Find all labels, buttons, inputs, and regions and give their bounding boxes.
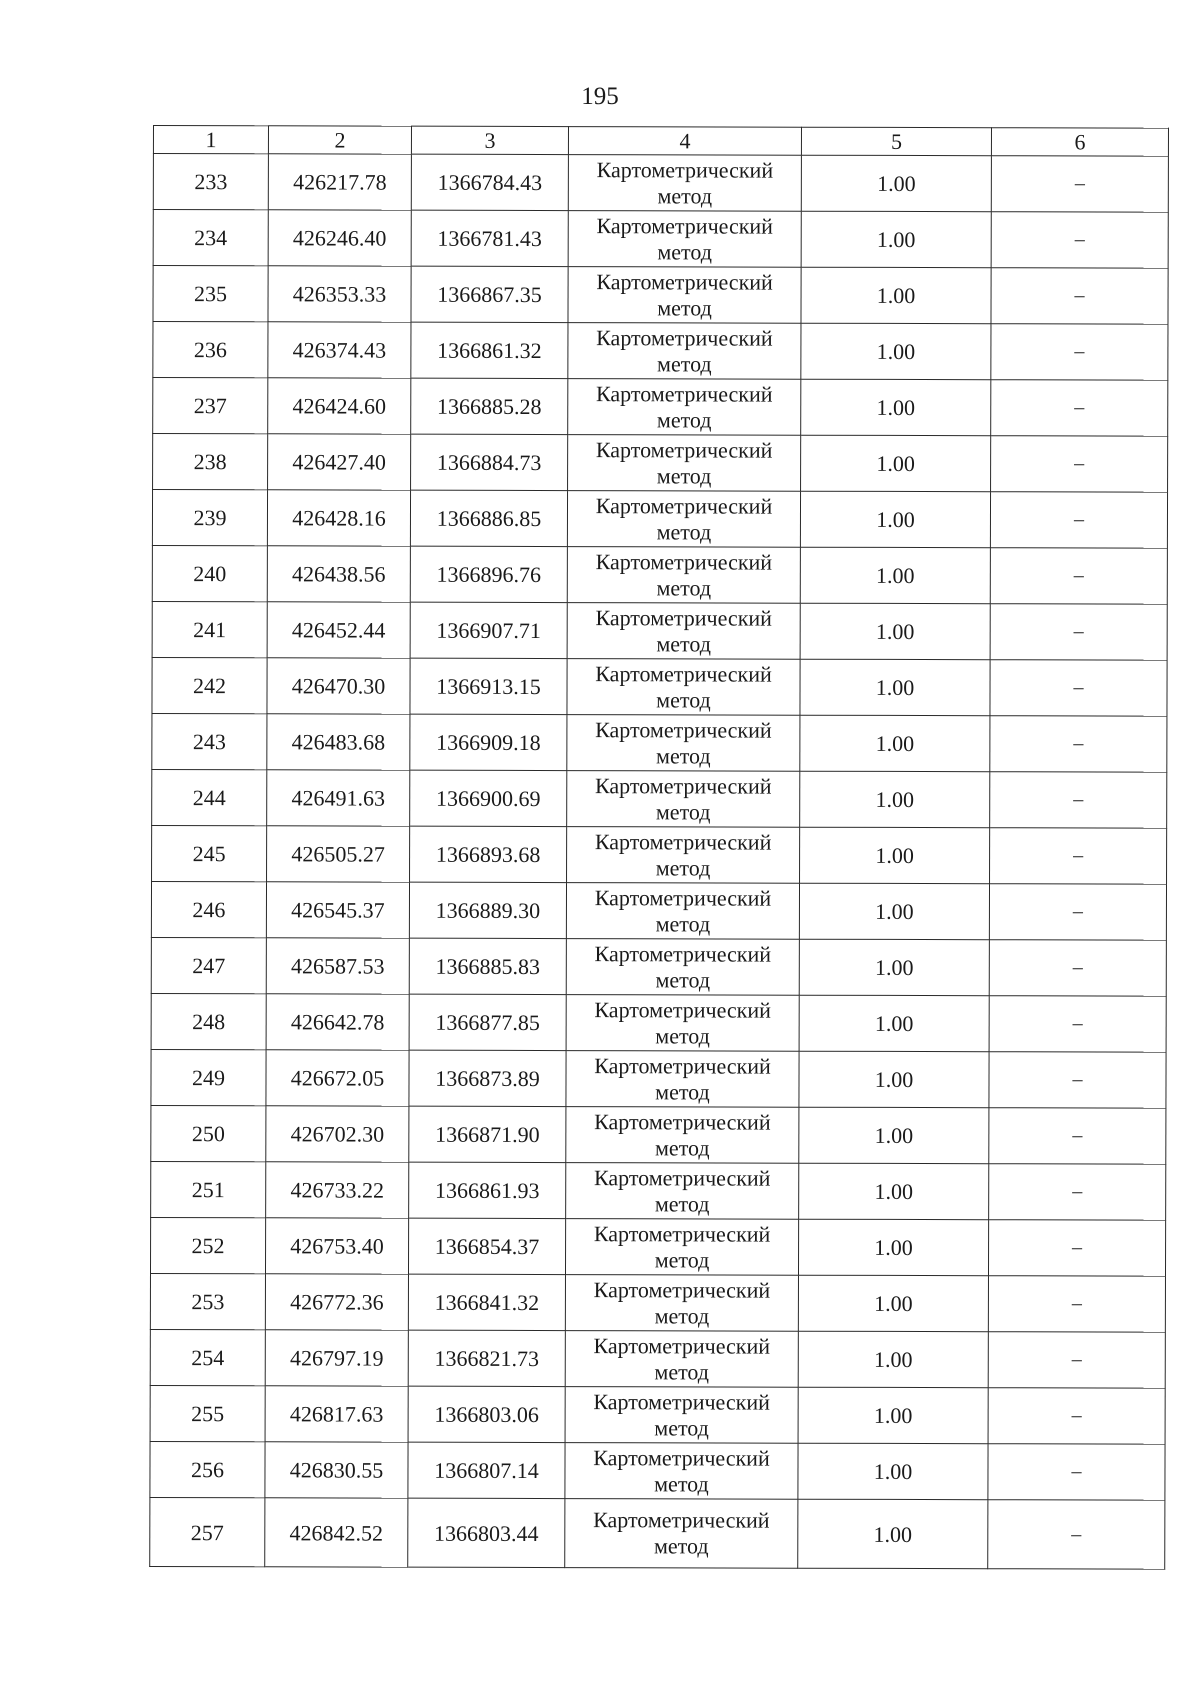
x-coordinate-cell: 426797.19 (265, 1330, 408, 1386)
note-cell: – (988, 1220, 1165, 1276)
note-cell: – (990, 660, 1167, 716)
x-coordinate-cell: 426733.22 (266, 1162, 409, 1218)
accuracy-cell: 1.00 (801, 155, 991, 211)
point-number-cell: 240 (152, 545, 267, 601)
method-cell (566, 1107, 799, 1164)
note-cell: – (989, 940, 1166, 996)
point-number-cell: 233 (153, 154, 268, 210)
method-text: Картометрический метод (593, 1444, 770, 1496)
table-row (153, 378, 1168, 437)
point-number-cell: 255 (150, 1385, 265, 1441)
point-number-cell: 249 (151, 1049, 266, 1105)
header-col-1: 1 (153, 126, 268, 154)
method-text: Картометрический метод (593, 1388, 770, 1440)
y-coordinate-cell: 1366784.43 (411, 154, 568, 210)
table-row (150, 1385, 1165, 1444)
accuracy-cell: 1.00 (800, 491, 990, 547)
x-coordinate-cell: 426587.53 (266, 938, 409, 994)
header-col-4: 4 (568, 127, 801, 156)
y-coordinate-cell: 1366907.71 (410, 602, 567, 658)
point-number-cell: 235 (153, 266, 268, 322)
accuracy-cell: 1.00 (800, 547, 990, 603)
method-cell (567, 491, 800, 548)
y-coordinate-cell: 1366841.32 (408, 1274, 565, 1330)
y-coordinate-cell: 1366861.93 (409, 1162, 566, 1218)
method-cell (566, 1163, 799, 1220)
y-coordinate-cell: 1366893.68 (410, 826, 567, 882)
y-coordinate-cell: 1366821.73 (408, 1330, 565, 1386)
accuracy-cell: 1.00 (800, 827, 990, 883)
method-cell (567, 827, 800, 884)
method-text: Картометрический метод (596, 268, 773, 320)
method-cell (567, 715, 800, 772)
note-cell: – (989, 1164, 1166, 1220)
note-cell: – (991, 436, 1168, 492)
x-coordinate-cell: 426427.40 (268, 434, 411, 490)
method-cell (567, 603, 800, 660)
point-number-cell: 237 (153, 378, 268, 434)
y-coordinate-cell: 1366854.37 (408, 1218, 565, 1274)
note-cell: – (990, 716, 1167, 772)
table-row (152, 769, 1167, 828)
method-text: Картометрический метод (593, 1332, 771, 1384)
y-coordinate-cell: 1366803.06 (408, 1386, 565, 1442)
accuracy-cell: 1.00 (798, 1499, 988, 1568)
point-number-cell: 242 (152, 657, 267, 713)
note-cell: – (989, 1108, 1166, 1164)
accuracy-cell: 1.00 (801, 267, 991, 323)
method-cell (566, 883, 799, 940)
method-cell (567, 771, 800, 828)
x-coordinate-cell: 426374.43 (268, 322, 411, 378)
method-cell (566, 995, 799, 1052)
accuracy-cell: 1.00 (801, 379, 991, 435)
note-cell: – (988, 1388, 1165, 1444)
x-coordinate-cell: 426753.40 (265, 1218, 408, 1274)
table-row (152, 825, 1167, 884)
y-coordinate-cell: 1366889.30 (409, 882, 566, 938)
table-row (151, 881, 1166, 940)
accuracy-cell: 1.00 (799, 995, 989, 1051)
method-cell (565, 1443, 798, 1500)
note-cell: – (990, 828, 1167, 884)
method-text: Картометрический метод (594, 1108, 771, 1160)
accuracy-cell: 1.00 (799, 1051, 989, 1107)
y-coordinate-cell: 1366900.69 (410, 770, 567, 826)
table-row (150, 1329, 1165, 1388)
method-text: Картометрический метод (596, 212, 774, 264)
table-row (151, 1049, 1166, 1108)
method-cell (566, 939, 799, 996)
x-coordinate-cell: 426452.44 (267, 602, 410, 658)
accuracy-cell: 1.00 (798, 1275, 988, 1331)
y-coordinate-cell: 1366885.83 (409, 938, 566, 994)
y-coordinate-cell: 1366803.44 (408, 1498, 565, 1567)
table-row (151, 937, 1166, 996)
method-cell (568, 267, 801, 324)
point-number-cell: 252 (150, 1217, 265, 1273)
table-row (150, 1273, 1165, 1332)
table-row (150, 1441, 1165, 1500)
note-cell: – (990, 548, 1167, 604)
table-row (152, 490, 1167, 549)
point-number-cell: 236 (153, 322, 268, 378)
x-coordinate-cell: 426470.30 (267, 658, 410, 714)
note-cell: – (991, 380, 1168, 436)
y-coordinate-cell: 1366867.35 (411, 266, 568, 322)
accuracy-cell: 1.00 (801, 435, 991, 491)
method-text: Картометрический метод (595, 604, 772, 656)
y-coordinate-cell: 1366909.18 (410, 714, 567, 770)
note-cell: – (988, 1444, 1165, 1500)
method-text: Картометрический метод (593, 1276, 771, 1328)
x-coordinate-cell: 426817.63 (265, 1386, 408, 1442)
table-row (151, 1105, 1166, 1164)
table-row (150, 1497, 1165, 1569)
x-coordinate-cell: 426842.52 (265, 1498, 408, 1567)
method-text: Картометрический метод (596, 380, 773, 432)
point-number-cell: 243 (152, 713, 267, 769)
method-text: Картометрический метод (595, 548, 773, 600)
accuracy-cell: 1.00 (801, 323, 991, 379)
method-text: Картометрический метод (596, 156, 774, 208)
method-text: Картометрический метод (594, 1052, 771, 1104)
x-coordinate-cell: 426353.33 (268, 266, 411, 322)
point-number-cell: 244 (152, 769, 267, 825)
accuracy-cell: 1.00 (799, 883, 989, 939)
point-number-cell: 238 (153, 434, 268, 490)
accuracy-cell: 1.00 (798, 1219, 988, 1275)
accuracy-cell: 1.00 (799, 939, 989, 995)
note-cell: – (989, 1052, 1166, 1108)
accuracy-cell: 1.00 (799, 1163, 989, 1219)
method-cell (568, 323, 801, 380)
accuracy-cell: 1.00 (800, 771, 990, 827)
table-row (152, 713, 1167, 772)
table-row (153, 154, 1168, 213)
point-number-cell: 234 (153, 210, 268, 266)
method-text: Картометрический метод (593, 1220, 771, 1272)
method-cell (568, 435, 801, 492)
y-coordinate-cell: 1366884.73 (411, 434, 568, 490)
note-cell: – (991, 212, 1168, 268)
accuracy-cell: 1.00 (798, 1387, 988, 1443)
method-cell (566, 1051, 799, 1108)
note-cell: – (989, 884, 1166, 940)
table-row (151, 1161, 1166, 1220)
accuracy-cell: 1.00 (800, 715, 990, 771)
method-cell (567, 659, 800, 716)
note-cell: – (988, 1276, 1165, 1332)
coordinates-table (149, 125, 1169, 1570)
y-coordinate-cell: 1366913.15 (410, 658, 567, 714)
accuracy-cell: 1.00 (798, 1443, 988, 1499)
method-text: Картометрический метод (595, 492, 773, 544)
note-cell: – (988, 1332, 1165, 1388)
method-cell (565, 1275, 798, 1332)
point-number-cell: 241 (152, 601, 267, 657)
x-coordinate-cell: 426246.40 (268, 210, 411, 266)
x-coordinate-cell: 426642.78 (266, 994, 409, 1050)
x-coordinate-cell: 426424.60 (268, 378, 411, 434)
method-text: Картометрический метод (593, 1164, 771, 1216)
method-text: Картометрический метод (594, 828, 772, 880)
y-coordinate-cell: 1366896.76 (410, 546, 567, 602)
x-coordinate-cell: 426545.37 (266, 882, 409, 938)
header-row (153, 126, 1168, 157)
table-row (152, 601, 1167, 660)
note-cell: – (990, 772, 1167, 828)
table-header (153, 126, 1168, 157)
point-number-cell: 254 (150, 1329, 265, 1385)
y-coordinate-cell: 1366886.85 (410, 490, 567, 546)
table-row (153, 434, 1168, 493)
point-number-cell: 253 (150, 1273, 265, 1329)
method-text: Картометрический метод (593, 1507, 770, 1559)
method-cell (567, 547, 800, 604)
table-row (150, 1217, 1165, 1276)
note-cell: – (991, 268, 1168, 324)
x-coordinate-cell: 426491.63 (267, 770, 410, 826)
x-coordinate-cell: 426483.68 (267, 714, 410, 770)
x-coordinate-cell: 426428.16 (267, 490, 410, 546)
method-cell (565, 1331, 798, 1388)
point-number-cell: 257 (150, 1497, 265, 1566)
point-number-cell: 251 (151, 1161, 266, 1217)
method-cell (565, 1499, 798, 1569)
header-col-6: 6 (991, 128, 1168, 156)
x-coordinate-cell: 426217.78 (268, 154, 411, 210)
y-coordinate-cell: 1366885.28 (411, 378, 568, 434)
method-text: Картометрический метод (595, 436, 773, 488)
point-number-cell: 250 (151, 1105, 266, 1161)
y-coordinate-cell: 1366807.14 (408, 1442, 565, 1498)
header-col-3: 3 (411, 126, 568, 154)
point-number-cell: 247 (151, 937, 266, 993)
method-text: Картометрический метод (594, 772, 772, 824)
x-coordinate-cell: 426438.56 (267, 546, 410, 602)
method-cell (568, 155, 801, 212)
accuracy-cell: 1.00 (798, 1331, 988, 1387)
x-coordinate-cell: 426702.30 (266, 1106, 409, 1162)
accuracy-cell: 1.00 (800, 603, 990, 659)
table-row (153, 322, 1168, 381)
accuracy-cell: 1.00 (800, 659, 990, 715)
note-cell: – (989, 996, 1166, 1052)
x-coordinate-cell: 426505.27 (267, 826, 410, 882)
x-coordinate-cell: 426830.55 (265, 1442, 408, 1498)
point-number-cell: 246 (151, 881, 266, 937)
accuracy-cell: 1.00 (799, 1107, 989, 1163)
accuracy-cell: 1.00 (801, 211, 991, 267)
point-number-cell: 239 (152, 490, 267, 546)
note-cell: – (990, 604, 1167, 660)
method-text: Картометрический метод (595, 660, 772, 712)
method-cell (568, 379, 801, 436)
note-cell: – (991, 156, 1168, 212)
method-cell (565, 1387, 798, 1444)
x-coordinate-cell: 426772.36 (265, 1274, 408, 1330)
page-number: 195 (581, 83, 619, 110)
header-col-5: 5 (801, 127, 991, 155)
method-text: Картометрический метод (594, 940, 772, 992)
method-cell (568, 211, 801, 268)
method-text: Картометрический метод (596, 324, 773, 376)
point-number-cell: 248 (151, 993, 266, 1049)
note-cell: – (988, 1500, 1165, 1569)
method-text: Картометрический метод (595, 716, 772, 768)
table-body (150, 154, 1169, 1570)
method-text: Картометрический метод (594, 996, 771, 1048)
note-cell: – (991, 324, 1168, 380)
header-col-2: 2 (268, 126, 411, 154)
y-coordinate-cell: 1366861.32 (411, 322, 568, 378)
table-row (153, 210, 1168, 269)
method-cell (565, 1219, 798, 1276)
method-text: Картометрический метод (594, 884, 772, 936)
table-row (152, 657, 1167, 716)
table-row (153, 266, 1168, 325)
y-coordinate-cell: 1366781.43 (411, 210, 568, 266)
table-row (151, 993, 1166, 1052)
point-number-cell: 256 (150, 1441, 265, 1497)
x-coordinate-cell: 426672.05 (266, 1050, 409, 1106)
y-coordinate-cell: 1366873.89 (409, 1050, 566, 1106)
y-coordinate-cell: 1366871.90 (409, 1106, 566, 1162)
y-coordinate-cell: 1366877.85 (409, 994, 566, 1050)
table-row (152, 545, 1167, 604)
note-cell: – (990, 492, 1167, 548)
point-number-cell: 245 (152, 825, 267, 881)
